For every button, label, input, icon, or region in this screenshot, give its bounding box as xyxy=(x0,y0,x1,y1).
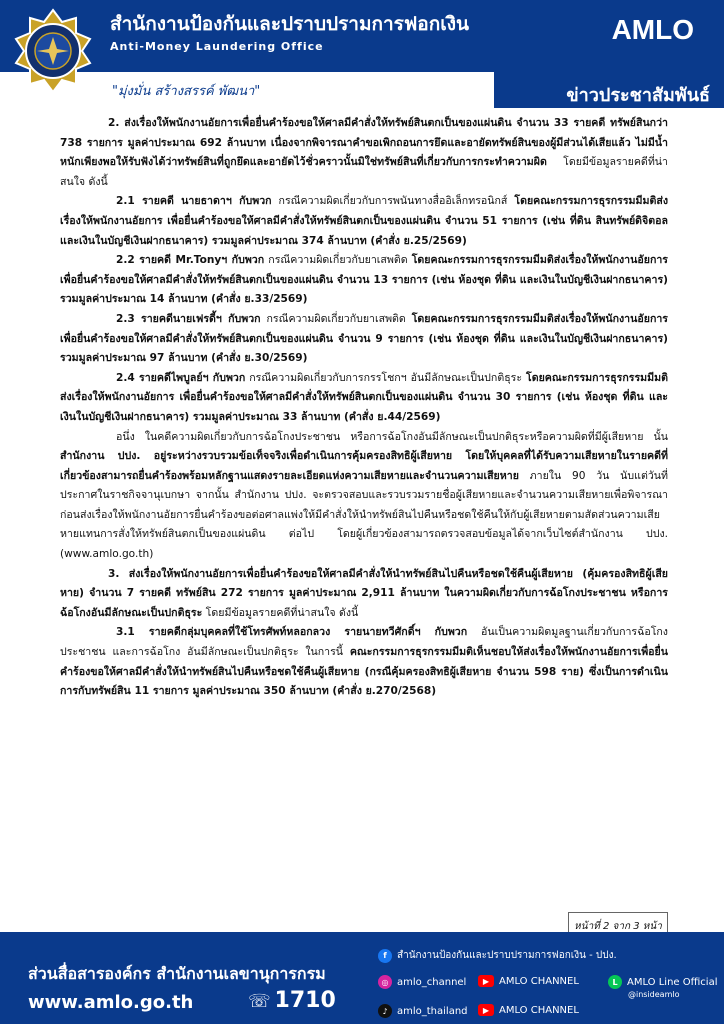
press-release-body xyxy=(60,114,668,702)
victims-note-a: อนึ่ง ในคดีความผิดเกี่ยวกับการฉ้อโกงประชาชน หรือการฉ้อโกงอันมีลักษณะเป็นปกติธุระหรือความผิดที่มีผู้เสียหาย นั้น xyxy=(116,430,668,443)
p3-tail: โดยมีข้อมูลรายคดีที่น่าสนใจ ดังนี้ xyxy=(202,606,359,619)
case-2-1-type: กรณีความผิดเกี่ยวกับการพนันทางสื่ออิเล็กทรอนิกส์ xyxy=(271,195,515,208)
facebook-label: สำนักงานป้องกันและปราบปรามการฟอกเงิน - ปปง. xyxy=(397,950,617,961)
youtube-icon: ▶ xyxy=(478,975,494,987)
case-2-2 xyxy=(60,251,668,310)
case-2-4-head: 2.4 รายคดีไพบูลย์ฯ กับพวก xyxy=(116,371,246,384)
youtube-link[interactable] xyxy=(478,975,579,987)
tiktok-icon: ♪ xyxy=(378,1004,392,1018)
instagram-link[interactable] xyxy=(378,975,466,989)
case-3-1-head: 3.1 รายคดีกลุ่มบุคคลที่ใช้โทรศัพท์หลอกลวง รายนายทวีศักดิ์ฯ กับพวก xyxy=(116,626,468,639)
instagram-icon: ◎ xyxy=(378,975,392,989)
footer-hotline[interactable] xyxy=(248,988,336,1013)
paragraph-victims-note xyxy=(60,428,668,565)
case-2-4-body: โดยคณะกรรมการธุรกรรมมีมติส่งเรื่องให้พนักงานอัยการ เพื่อยื่นคำร้องขอให้ศาลมีคำสั่งให้ทรัพย์สินตกเป็นของแผ่นดิน จำนวน 30 รายการ (เช่น ห้องชุด ที่ดิน และเงินในบัญชีเงินฝากธนาคาร) รวมมูลค่าประมาณ 33 ล้านบาท (คำสั่ง ย.44/2569) xyxy=(60,371,668,423)
footer-website-link[interactable]: www.amlo.go.th xyxy=(28,992,194,1013)
tiktok-link[interactable] xyxy=(378,1004,468,1018)
paragraph-3 xyxy=(60,565,668,624)
youtube-icon-2: ▶ xyxy=(478,1004,494,1016)
case-2-3-head: 2.3 รายคดีนายเฟรดี้ฯ กับพวก xyxy=(116,312,261,325)
facebook-link[interactable] xyxy=(378,948,617,963)
org-name-thai: สำนักงานป้องกันและปราบปรามการฟอกเงิน xyxy=(110,13,469,35)
paragraph-2 xyxy=(60,114,668,192)
case-2-1 xyxy=(60,192,668,251)
tiktok-label: amlo_thailand xyxy=(397,1005,468,1017)
case-2-1-head: 2.1 รายคดี นายธาดาฯ กับพวก xyxy=(116,195,272,208)
line-label: AMLO Line Official xyxy=(627,976,718,988)
case-3-1-type: อันเป็นความผิดมูลฐานเกี่ยวกับการฉ้อโกงประชาชน และการฉ้อโกง อันมีลักษณะเป็นปกติธุระ ในการนี้ xyxy=(60,626,668,659)
case-2-2-type: กรณีความผิดเกี่ยวกับยาเสพติด xyxy=(264,254,412,267)
case-2-4 xyxy=(60,369,668,428)
p3-lead: 3. ส่งเรื่องให้พนักงานอัยการเพื่อยื่นคำร้องขอให้ศาลมีคำสั่งให้นำทรัพย์สินไปคืนหรือชดใช้คืนผู้เสียหาย (คุ้มครองสิทธิผู้เสียหาย) จำนวน 7 รายคดี ทรัพย์สิน 272 รายการ มูลค่าประมาณ 2,911 ล้านบาท ในความผิดเกี่ยวกับการฉ้อโกงประชาชน หรือการฉ้อโกงอันมีลักษณะเป็นปกติธุระ xyxy=(60,567,668,619)
case-2-3 xyxy=(60,310,668,369)
case-2-4-type: กรณีความผิดเกี่ยวกับการกรรโชกฯ อันมีลักษณะเป็นปกติธุระ xyxy=(245,371,526,384)
phone-icon: ☏ xyxy=(248,991,271,1012)
case-2-2-body: โดยคณะกรรมการธุรกรรมมีมติส่งเรื่องให้พนักงานอัยการ เพื่อยื่นคำร้องขอให้ศาลมีคำสั่งให้ทรัพย์สินตกเป็นของแผ่นดิน จำนวน 13 รายการ (เช่น ห้องชุด ที่ดิน และเงินในบัญชีเงินฝากธนาคาร) รวมมูลค่าประมาณ 14 ล้านบาท (คำสั่ง ย.33/2569) xyxy=(60,254,668,306)
case-2-2-head: 2.2 รายคดี Mr.Tonyฯ กับพวก xyxy=(116,254,265,267)
victims-note-c: ภายใน 90 วัน นับแต่วันที่ประกาศในราชกิจจานุเบกษา จากนั้น สำนักงาน ปปง. จะตรวจสอบและรวบรวมรายชื่อผู้เสียหายและจำนวนความเสียหายเพื่อพิจารณาก่อนส่งเรื่องให้พนักงานอัยการยื่นคำร้องขอต่อศาลแพ่งให้มีคำสั่งให้นำทรัพย์สินไปคืนหรือชดใช้คืนให้กับผู้เสียหายตามสัดส่วนความเสียหายแทนการสั่งให้ทรัพย์สินตกเป็นของแผ่นดิน ต่อไป โดยผู้เกี่ยวข้องสามารถตรวจสอบข้อมูลได้จากเว็บไซต์สำนักงาน ปปง. (www.amlo.go.th) xyxy=(60,469,668,561)
org-name-english: Anti-Money Laundering Office xyxy=(110,40,324,53)
footer-department: ส่วนสื่อสารองค์กร สำนักงานเลขานุการกรม xyxy=(28,964,326,983)
case-2-3-body: โดยคณะกรรมการธุรกรรมมีมติส่งเรื่องให้พนักงานอัยการ เพื่อยื่นคำร้องขอให้ศาลมีคำสั่งให้ทรัพย์สินตกเป็นของแผ่นดิน จำนวน 9 รายการ (เช่น ห้องชุด ที่ดิน และเงินในบัญชีเงินฝากธนาคาร) รวมมูลค่าประมาณ 97 ล้านบาท (คำสั่ง ย.30/2569) xyxy=(60,312,668,365)
slogan: "มุ่งมั่น สร้างสรรค์ พัฒนา" xyxy=(112,84,261,99)
victims-note-b: สำนักงาน ปปง. อยู่ระหว่างรวบรวมข้อเท็จจริงเพื่อดำเนินการคุ้มครองสิทธิผู้เสียหาย โดยให้บุคคลที่ได้รับความเสียหายในรายคดีที่เกี่ยวข้องสามารถยื่นคำร้องพร้อมหลักฐานแสดงรายละเอียดแห่งความเสียหายและจำนวนความเสียหาย xyxy=(60,450,668,482)
case-3-1-body: คณะกรรมการธุรกรรมมีมติเห็นชอบให้ส่งเรื่องให้พนักงานอัยการเพื่อยื่นคำร้องขอให้ศาลมีคำสั่งให้นำทรัพย์สินไปคืนหรือชดใช้คืนผู้เสียหาย (กรณีคุ้มครองสิทธิผู้เสียหาย จำนวน 598 ราย) ซึ่งเป็นการดำเนินการกับทรัพย์สิน 11 รายการ มูลค่าประมาณ 350 ล้านบาท (คำสั่ง ย.270/2568) xyxy=(60,646,668,698)
p2-lead: 2. ส่งเรื่องให้พนักงานอัยการเพื่อยื่นคำร้องขอให้ศาลมีคำสั่งให้ทรัพย์สินตกเป็นของแผ่นดิน จำนวน 33 รายคดี ทรัพย์สินกว่า 738 รายการ มูลค่าประมาณ 692 ล้านบาท เนื่องจากพิจารณาคำขอเพิกถอนการยึดและอายัดทรัพย์สินของผู้มีส่วนได้เสียแล้ว ไม่มีน้ำหนักเพียงพอให้รับฟังได้ว่าทรัพย์สินที่ถูกยึดและอายัดไว้ชั่วคราวนั้นมิใช่ทรัพย์สินที่เกี่ยวกับการกระทำความผิด xyxy=(60,117,668,169)
case-3-1 xyxy=(60,623,668,701)
amlo-logo-icon xyxy=(8,6,98,96)
youtube-link-2[interactable] xyxy=(478,1004,579,1016)
facebook-icon: f xyxy=(378,949,392,963)
line-id: @insideamlo xyxy=(628,990,680,999)
section-title: ข่าวประชาสัมพันธ์ xyxy=(566,85,710,106)
instagram-label: amlo_channel xyxy=(397,976,467,988)
case-2-3-type: กรณีความผิดเกี่ยวกับยาเสพติด xyxy=(260,312,412,325)
brand-wordmark: AMLO xyxy=(611,14,694,45)
case-2-1-body: โดยคณะกรรมการธุรกรรมมีมติส่งเรื่องให้พนักงานอัยการ เพื่อยื่นคำร้องขอให้ศาลมีคำสั่งให้ทรัพย์สินตกเป็นของแผ่นดิน จำนวน 51 รายการ (เช่น ที่ดิน สินทรัพย์ดิจิตอล และเงินในบัญชีเงินฝากธนาคาร) รวมมูลค่าประมาณ 374 ล้านบาท (คำสั่ง ย.25/2569) xyxy=(60,195,669,247)
youtube-label: AMLO CHANNEL xyxy=(499,975,579,987)
page-indicator: หน้าที่ 2 จาก 3 หน้า xyxy=(568,912,668,940)
line-icon: L xyxy=(608,975,622,989)
p2-tail: โดยมีข้อมูลรายคดีที่น่าสนใจ ดังนี้ xyxy=(60,156,668,188)
hotline-number: 1710 xyxy=(274,988,336,1013)
line-link[interactable] xyxy=(608,975,717,989)
youtube-label-2: AMLO CHANNEL xyxy=(499,1004,579,1016)
